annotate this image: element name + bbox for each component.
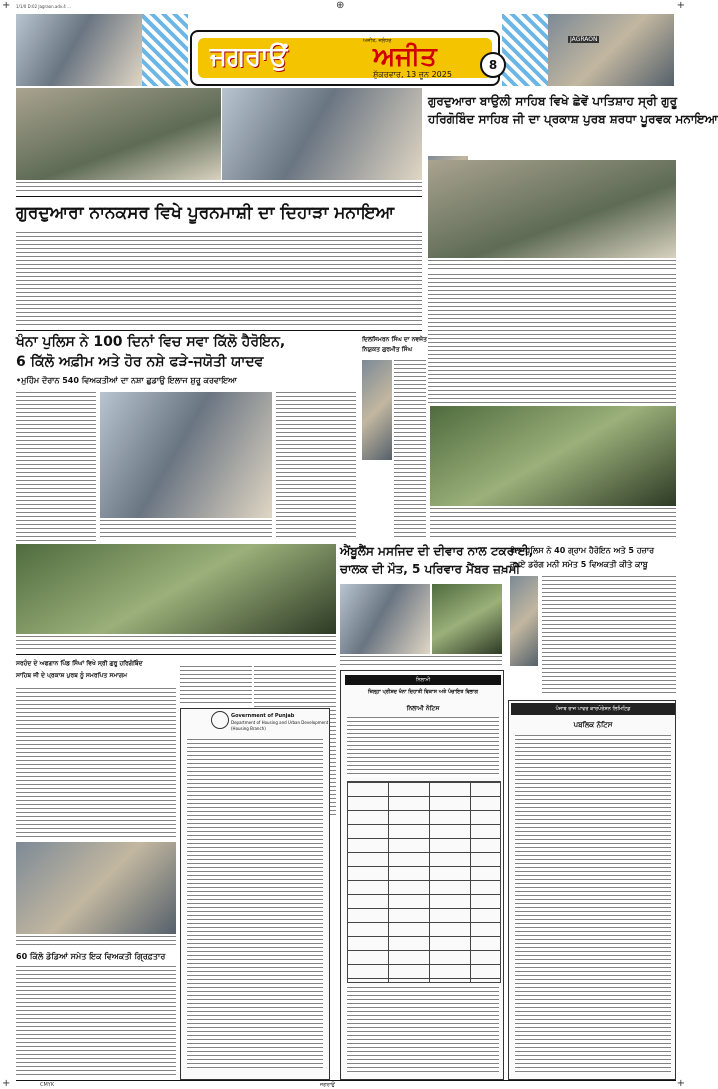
govt-ad-body [187,739,323,1069]
story3-photo [100,392,272,518]
photo-raid-caption [16,636,336,652]
masthead-pattern-right [502,14,548,86]
masthead-pattern-left [142,14,188,86]
masthead-photo-right [548,14,674,86]
arrest-photo [16,842,176,934]
story6-body [16,688,176,838]
photo-nanaksar-2 [222,88,422,180]
power-corp-body [515,735,671,1073]
emblem-icon [211,711,229,729]
ambulance-photo [340,584,430,654]
crop-mark-icon: ⊕ [336,0,345,11]
masthead [190,30,500,86]
story7-body [16,966,176,1076]
notice-subtitle: ਨਿਲਾਮੀ ਨੋਟਿਸ [406,705,440,712]
power-corp-header: ਪੰਜਾਬ ਰਾਜ ਪਾਵਰ ਕਾਰਪੋਰੇਸ਼ਨ ਲਿਮਿਟਿਡ [511,703,675,715]
auction-notice [340,670,504,1080]
footer-color-mark: CMYK [40,1082,55,1088]
power-corp-title: ਪਬਲਿਕ ਨੋਟਿਸ [573,721,613,729]
story2-headline: ਗੁਰਦੁਆਰਾ ਨਾਨਕਸਰ ਵਿਖੇ ਪੂਰਨਮਾਸ਼ੀ ਦਾ ਦਿਹਾੜਾ ਮਨਾਇਆ [16,203,395,223]
crop-mark-icon: + [2,0,11,11]
story6-headline-2: ਸਾਹਿਬ ਜੀ ਦੇ ਪ੍ਰਕਾਸ਼ ਪੁਰਬ ਨੂੰ ਸਮਰਪਿਤ ਸਮਾਗਮ [16,672,128,679]
story4-headline-1: ਐਂਬੂਲੈਂਸ ਮਸਜਿਦ ਦੀ ਦੀਵਾਰ ਨਾਲ ਟਕਰਾਈ, [340,544,534,558]
story5-body [542,576,676,696]
govt-advertisement [180,708,330,1080]
story7-headline: 60 ਕਿੱਲੋ ਡੋਡਿਆਂ ਸਮੇਤ ਇਕ ਵਿਅਕਤੀ ਗ੍ਰਿਫ਼ਤਾਰ [16,952,166,961]
accident-photo [432,584,502,654]
story5-headline-1: ਖੰਨਾ ਪੁਲਿਸ ਨੇ 40 ਗ੍ਰਾਮ ਹੈਰੋਇਨ ਅਤੇ 5 ਹਜ਼ਾਰ [510,546,655,555]
story1-photo [428,160,676,258]
divider [16,330,422,331]
notice-body [347,717,499,777]
govt-title-2: Department of Housing and Urban Development [231,720,329,725]
story3-subhead: •ਮੁਹਿੰਮ ਦੌਰਾਨ 540 ਵਿਅਕਤੀਆਂ ਦਾ ਨਸ਼ਾ ਛੁਡਾਉ ਇਲਾਜ ਸ਼ੁਰੂ ਕਰਵਾਇਆ [16,376,237,385]
story1-photo-2 [430,406,676,506]
crop-mark-icon: + [676,0,685,11]
story8-body [394,360,426,540]
ambulance-caption [340,656,502,666]
story6-headline-1: ਸਰਹੰਦ ਦੇ ਅਫਗਾਨ ਪਿੰਡ ਸਿੰਘਾਂ ਵਿਖੇ ਸ੍ਰੀ ਗੁਰੂ ਹਰਿਗੋਬਿੰਦ [16,660,143,667]
story1-headline-1: ਗੁਰਦੁਆਰਾ ਬਾਉਲੀ ਸਾਹਿਬ ਵਿਖੇ ਛੇਵੇਂ ਪਾਤਿਸ਼ਾਹ ਸ੍ਰੀ ਗੁਰੂ [428,94,678,108]
divider [16,654,336,655]
edition-label: ਅਜੀਤ, ਜਲੰਧਰ [363,38,392,44]
footer-city: ਜਗਰਾਉਂ [320,1082,335,1088]
arrest-caption [16,936,176,948]
issue-date: ਸ਼ੁੱਕਰਵਾਰ, 13 ਜੂਨ 2025 [373,70,452,79]
story5-headline-2: ਰੁਪਏ ਡਰੱਗ ਮਨੀ ਸਮੇਤ 5 ਵਿਅਕਤੀ ਕੀਤੇ ਕਾਬੂ [510,560,648,569]
notice-title: ਜ਼ਿਲ੍ਹਾ ਪ੍ਰੀਸ਼ਦ ਖੰਨਾ ਦਿਹਾਤੀ ਵਿਕਾਸ ਅਤੇ ਪੰਚਾਇਤ ਵਿਭਾਗ [368,689,478,695]
notice-footer-text [347,987,499,1073]
story1-body [428,274,676,404]
footer-rule [16,1080,676,1081]
divider [16,196,422,197]
photo-nanaksar-1 [16,88,221,180]
story3-headline-1: ਖੰਨਾ ਪੁਲਿਸ ਨੇ 100 ਦਿਨਾਂ ਵਿਚ ਸਵਾ ਕਿੱਲੋ ਹੈਰੋਇਨ, [16,334,286,350]
story8-headline-1: ਦਿਲਸਿਮਰਨ ਸਿੰਘ ਦਾ ਨਵਜੋਤ [362,336,427,343]
story4-headline-2: ਚਾਲਕ ਦੀ ਮੌਤ, 5 ਪਰਿਵਾਰ ਮੈਂਬਰ ਜ਼ਖ਼ਮੀ [340,562,521,576]
govt-title-1: Government of Punjab [231,713,295,719]
story1-caption [428,260,676,270]
print-slug: 1/1/0 D:02 Jagraon.adv.4 ... [16,4,71,9]
side-brief [180,666,252,706]
notice-banner: ਨਿਲਾਮੀ [345,675,501,685]
story8-headline-2: ਨਿਯੁਕਤ ਗੁਰਮੀਤ ਸਿੰਘ [362,346,413,353]
notice-table [347,781,501,983]
crop-mark-icon: + [2,1078,11,1089]
city-name: ਜਗਰਾਉਂ [210,42,288,72]
paper-name: ਅਜੀਤ [373,42,437,72]
story3-headline-2: 6 ਕਿੱਲੋ ਅਫ਼ੀਮ ਅਤੇ ਹੋਰ ਨਸ਼ੇ ਫੜੇ-ਜਯੋਤੀ ਯਾਦਵ [16,354,264,370]
crop-mark-icon: + [676,1078,685,1089]
story1-caption-2 [430,508,676,538]
photo-caption [16,182,422,194]
story3-caption [100,520,272,540]
story1-headline-2: ਹਰਿਗੋਬਿੰਦ ਸਾਹਿਬ ਜੀ ਦਾ ਪ੍ਰਕਾਸ਼ ਪੁਰਬ ਸ਼ਰਧਾ ਪੂਰਵਕ ਮਨਾਇਆ [428,112,718,126]
story5-photo [510,576,538,666]
page-number: 8 [480,52,506,78]
photo-sign-text: JAGRAON [570,36,598,43]
story3-body-col2 [276,392,356,540]
story2-body [16,232,422,328]
masthead-photo-left [16,14,142,86]
story3-body-col1 [16,392,96,542]
power-corp-advertisement [508,700,676,1080]
photo-raid [16,544,336,634]
govt-title-3: (Housing Branch) [231,726,266,731]
story8-portrait [362,360,392,460]
